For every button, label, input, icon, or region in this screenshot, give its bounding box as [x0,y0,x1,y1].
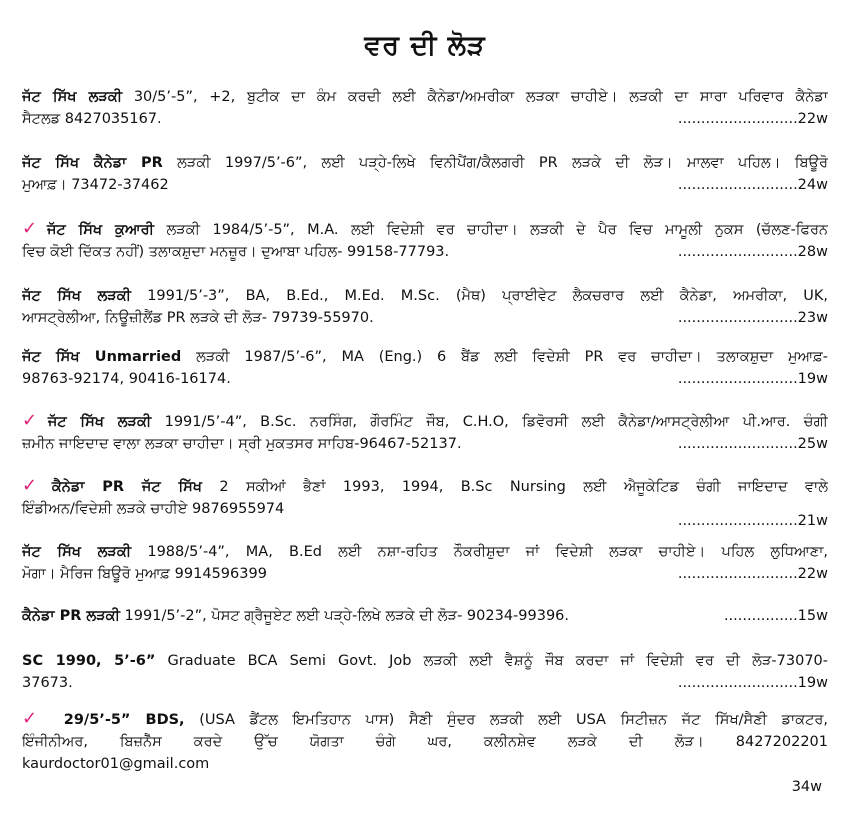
ad-item [22,86,828,130]
ad-heading: ਕੈਨੇਡਾ PR ਜੱਟ ਸਿੱਖ [51,479,202,495]
ad-line [22,152,828,174]
ad-text: Graduate BCA Semi Govt. Job ਲੜਕੀ ਲਈ ਵੈਸ਼ਨੂੰ ਜੌਬ ਕਰਦਾ ਜਾਂ ਵਿਦੇਸ਼ੀ ਵਰ ਦੀ ਲੋੜ-73070- [155,653,828,669]
ad-reference: ..........................25w [677,436,828,452]
ad-reference: ..........................22w [677,566,828,582]
ad-line [22,241,828,263]
ad-line [22,346,828,368]
ad-item [22,218,828,263]
ad-line [22,218,828,241]
ad-text: 1988/5’-4”, MA, B.Ed ਲਈ ਨਸ਼ਾ-ਰਹਿਤ ਨੌਕਰੀਸ਼ੁਦਾ ਜਾਂ ਵਿਦੇਸ਼ੀ ਲੜਕਾ ਚਾਹੀਏ। ਪਹਿਲ ਲੁਧਿਆਣਾ, [131,544,828,560]
ad-line [22,368,828,390]
ad-line [22,708,828,731]
ad-line [22,753,828,775]
ad-line [22,672,828,694]
ad-text: ਇੰਡੀਅਨ/ਵਿਦੇਸ਼ੀ ਲੜਕੇ ਚਾਹੀਏ 9876955974 [22,501,285,517]
ad-reference: ..........................23w [677,310,828,326]
ad-item [22,346,828,390]
ad-text: 37673. [22,675,73,691]
ad-line [22,108,828,130]
ad-text: ਸੈਟਲਡ 8427035167. [22,111,162,127]
ad-reference: ..........................19w [677,371,828,387]
ad-text: 30/5’-5”, +2, ਬੁਟੀਕ ਦਾ ਕੰਮ ਕਰਦੀ ਲਈ ਕੈਨੇਡਾ/ਅਮਰੀਕਾ ਲੜਕਾ ਚਾਹੀਏ। ਲੜਕੀ ਦਾ ਸਾਰਾ ਪਰਿਵਾਰ ਕੈਨੇਡਾ [122,89,828,105]
checkmark-icon: ✓ [22,218,45,239]
ad-line [22,563,828,585]
checkmark-icon: ✓ [22,410,46,431]
ad-text: (USA ਡੈਂਟਲ ਇਮਤਿਹਾਨ ਪਾਸ) ਸੈਣੀ ਸੁੰਦਰ ਲੜਕੀ ਲਈ USA ਸਿਟੀਜ਼ਨ ਜੱਟ ਸਿੱਖ/ਸੈਣੀ ਡਾਕਟਰ, [184,712,828,728]
ad-reference: ..........................21w [677,513,828,529]
ad-item [22,285,828,329]
ad-text: ਲੜਕੀ 1984/5’-5”, M.A. ਲਈ ਵਿਦੇਸ਼ੀ ਵਰ ਚਾਹੀਦਾ। ਲੜਕੀ ਦੇ ਪੈਰ ਵਿਚ ਮਾਮੂਲੀ ਨੁਕਸ (ਚੱਲਣ-ਫਿਰਨ [154,222,828,238]
ad-item [22,708,828,775]
ad-line [22,410,828,433]
ad-item [22,152,828,196]
ad-line [22,285,828,307]
ad-text: 1991/5’-2”, ਪੋਸਟ ਗ੍ਰੈਜੂਏਟ ਲਈ ਪੜ੍ਹੇ-ਲਿਖੇ ਲੜਕੇ ਦੀ ਲੋੜ- 90234-99396. [119,608,570,624]
ad-heading: ਜੱਟ ਸਿੱਖ ਲੜਕੀ [22,544,132,560]
ad-heading: ਜੱਟ ਸਿੱਖ ਲੜਕੀ [22,288,132,304]
ad-text: 1991/5’-3”, BA, B.Ed., M.Ed. M.Sc. (ਮੈਥ) ਪ੍ਰਾਈਵੇਟ ਲੈਕਚਰਾਰ ਲਈ ਕੈਨੇਡਾ, ਅਮਰੀਕਾ, UK, [131,288,828,304]
checkmark-icon: ✓ [22,475,50,496]
ad-text: ਆਸਟ੍ਰੇਲੀਆ, ਨਿਊਜ਼ੀਲੈਂਡ PR ਲੜਕੇ ਦੀ ਲੋੜ- 79739-55970. [22,310,374,326]
ad-heading: ਜੱਟ ਸਿੱਖ Unmarried [22,349,182,365]
ad-text: ਮੁਆਫ਼। 73472-37462 [22,177,169,193]
ad-heading: ਕੈਨੇਡਾ PR ਲੜਕੀ [22,608,120,624]
ad-heading: ਜੱਟ ਸਿੱਖ ਲੜਕੀ [22,89,123,105]
ad-item [22,650,828,694]
ad-reference: 34w [791,779,822,795]
ad-line [22,605,828,627]
ad-heading: 29/5’-5” BDS, [63,712,185,728]
checkmark-icon: ✓ [22,708,48,729]
ad-reference: ..........................19w [677,675,828,691]
ad-text: 98763-92174, 90416-16174. [22,371,231,387]
ad-heading: SC 1990, 5’-6” [22,653,156,669]
ad-item [22,605,828,627]
ad-line [22,86,828,108]
ad-reference: ..........................24w [677,177,828,193]
ad-heading: ਜੱਟ ਸਿੱਖ ਕੁਆਰੀ [46,222,155,238]
ad-text: ਲੜਕੀ 1997/5’-6”, ਲਈ ਪੜ੍ਹੇ-ਲਿਖੇ ਵਿਨੀਪੈਂਗ/ਕੈਲਗਰੀ PR ਲੜਕੇ ਦੀ ਲੋੜ। ਮਾਲਵਾ ਪਹਿਲ। ਬਿਊਰੋ [162,155,828,171]
ad-text: ਇੰਜੀਨੀਅਰ, ਬਿਜ਼ਨੈੱਸ ਕਰਦੇ ਉੱਚ ਯੋਗਤਾ ਚੰਗੇ ਘਰ, ਕਲੀਨਸ਼ੇਵ ਲੜਕੇ ਦੀ ਲੋੜ। 8427202201 [22,734,828,750]
ad-email: kaurdoctor01@gmail.com [22,756,210,772]
ad-text: 1991/5’-4”, B.Sc. ਨਰਸਿੰਗ, ਗੌਰਮਿੰਟ ਜੌਬ, C.H.O, ਡਿਵੋਰਸੀ ਲਈ ਕੈਨੇਡਾ/ਆਸਟ੍ਰੇਲੀਆ ਪੀ.ਆਰ. ਚੰਗੀ [151,414,828,430]
ad-reference: ..........................22w [677,111,828,127]
page-title: ਵਰ ਦੀ ਲੋੜ [364,30,486,61]
ad-line [22,541,828,563]
ad-line [22,174,828,196]
ad-text: ਮੋਗਾ। ਮੈਰਿਜ ਬਿਊਰੋ ਮੁਆਫ਼ 9914596399 [22,566,267,582]
ad-heading: ਜੱਟ ਸਿੱਖ ਕੈਨੇਡਾ PR [22,155,163,171]
ad-item [22,475,828,532]
ad-text: ਲੜਕੀ 1987/5’-6”, MA (Eng.) 6 ਬੈਂਡ ਲਈ ਵਿਦੇਸ਼ੀ PR ਵਰ ਚਾਹੀਦਾ। ਤਲਾਕਸ਼ੁਦਾ ਮੁਆਫ਼- [181,349,828,365]
ad-reference: ................15w [723,608,828,624]
ad-item [22,410,828,455]
ad-text: ਜ਼ਮੀਨ ਜਾਇਦਾਦ ਵਾਲਾ ਲੜਕਾ ਚਾਹੀਦਾ। ਸ੍ਰੀ ਮੁਕਤਸਰ ਸਾਹਿਬ-96467-52137. [22,436,462,452]
ad-item [22,541,828,585]
ad-heading: ਜੱਟ ਸਿੱਖ ਲੜਕੀ [47,414,152,430]
ad-reference: ..........................28w [677,244,828,260]
ad-line [22,433,828,455]
ad-text: ਵਿਚ ਕੋਈ ਦਿੱਕਤ ਨਹੀਂ) ਤਲਾਕਸ਼ੁਦਾ ਮਨਜ਼ੂਰ। ਦੁਆਬਾ ਪਹਿਲ- 99158-77793. [22,244,450,260]
ad-line [22,307,828,329]
ad-line [22,650,828,672]
ad-text: 2 ਸਕੀਆਂ ਭੈਣਾਂ 1993, 1994, B.Sc Nursing ਲਈ ਐਜੂਕੇਟਿਡ ਚੰਗੀ ਜਾਇਦਾਦ ਵਾਲੇ [201,479,828,495]
ad-line [22,475,828,498]
ad-line [22,731,828,753]
